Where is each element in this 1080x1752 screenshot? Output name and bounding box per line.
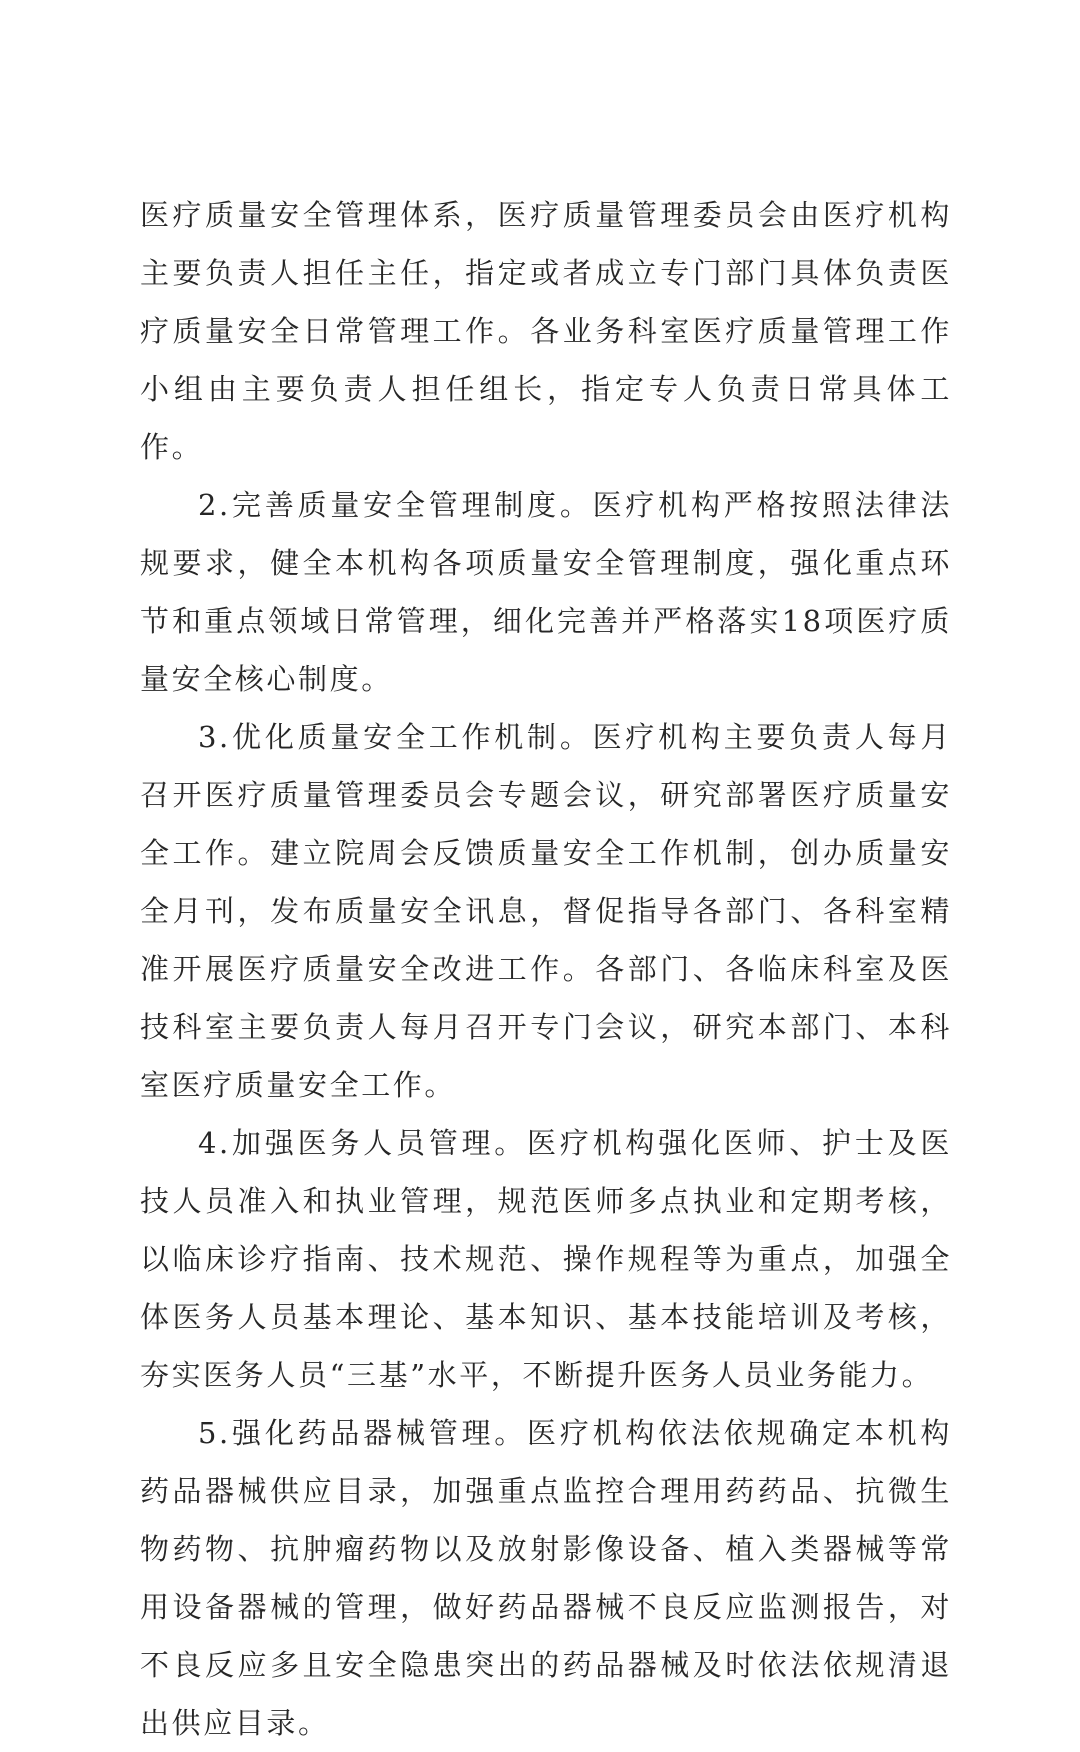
- paragraph-item-5: 5.强化药品器械管理。医疗机构依法依规确定本机构药品器械供应目录，加强重点监控合理用药药品、抗微生物药物、抗肿瘤药物以及放射影像设备、植入类器械等常用设备器械的管理，做好药品器械不良反应监测报告，对不良反应多且安全隐患突出的药品器械及时依法依规清退出供应目录。: [140, 1416, 952, 1740]
- paragraph-item-3: 3.优化质量安全工作机制。医疗机构主要负责人每月召开医疗质量管理委员会专题会议，研究部署医疗质量安全工作。建立院周会反馈质量安全工作机制，创办质量安全月刊，发布质量安全讯息，督促指导各部门、各科室精准开展医疗质量安全改进工作。各部门、各临床科室及医技科室主要负责人每月召开专门会议，研究本部门、本科室医疗质量安全工作。: [140, 720, 952, 1102]
- document-body: [140, 186, 952, 1752]
- paragraph-continuation: 医疗质量安全管理体系，医疗质量管理委员会由医疗机构主要负责人担任主任，指定或者成立专门部门具体负责医疗质量安全日常管理工作。各业务科室医疗质量管理工作小组由主要负责人担任组长，指定专人负责日常具体工作。: [140, 198, 952, 464]
- paragraph-item-2: 2.完善质量安全管理制度。医疗机构严格按照法律法规要求，健全本机构各项质量安全管理制度，强化重点环节和重点领域日常管理，细化完善并严格落实18项医疗质量安全核心制度。: [140, 488, 952, 696]
- paragraph-item-4: 4.加强医务人员管理。医疗机构强化医师、护士及医技人员准入和执业管理，规范医师多点执业和定期考核，以临床诊疗指南、技术规范、操作规程等为重点，加强全体医务人员基本理论、基本知识、基本技能培训及考核，夯实医务人员“三基”水平，不断提升医务人员业务能力。: [140, 1126, 952, 1392]
